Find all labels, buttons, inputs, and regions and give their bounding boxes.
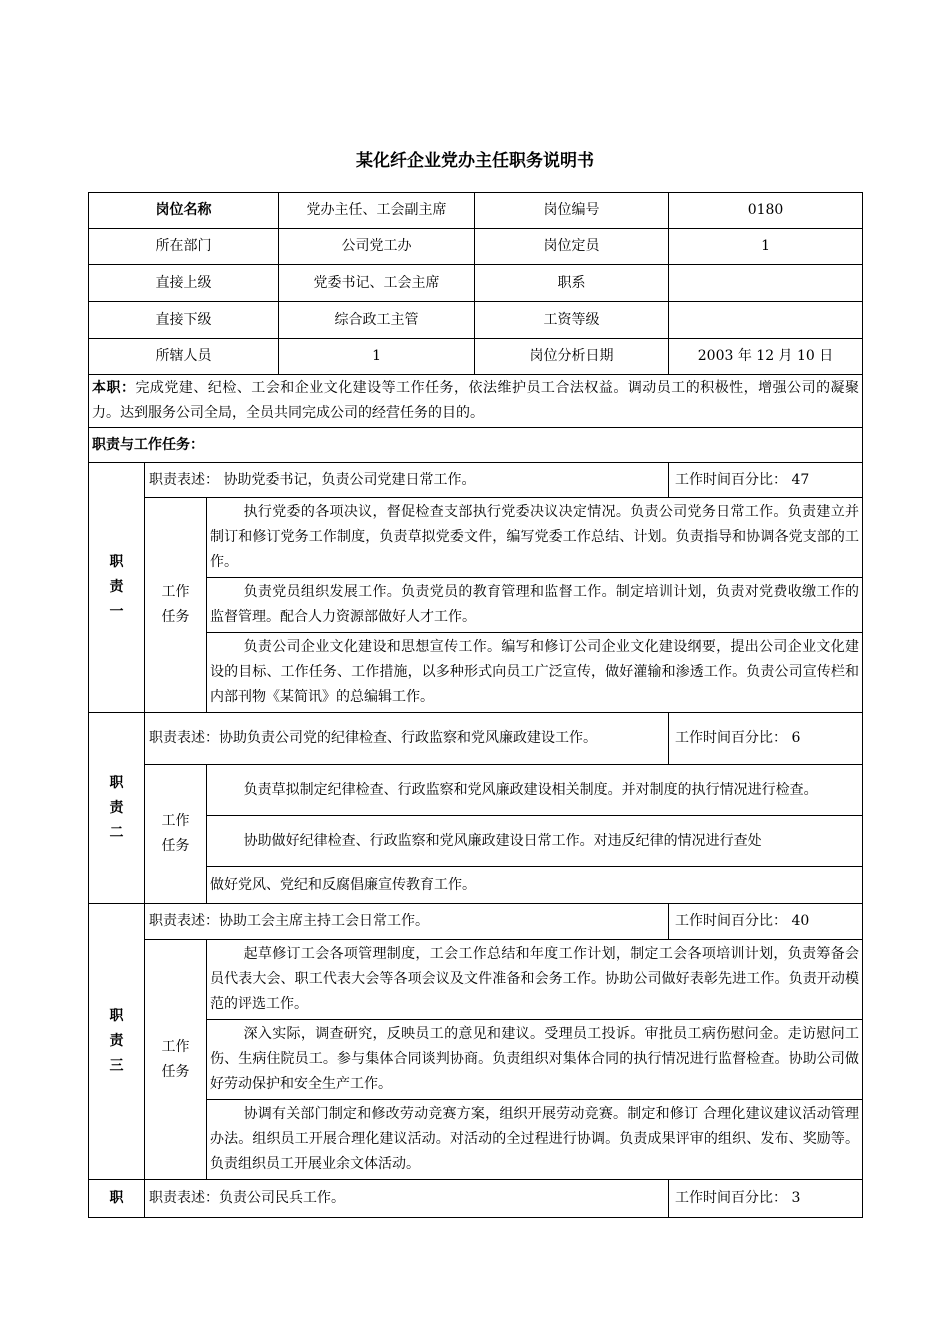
info-label: 岗位名称 <box>89 193 279 229</box>
summary-text: 完成党建、纪检、工会和企业文化建设等工作任务，依法维护员工合法权益。调动员工的积极性，增强公司的凝聚力。达到服务公司全局，全员共同完成公司的经营任务的目的。 <box>92 380 860 421</box>
task-item: 协调有关部门制定和修改劳动竞赛方案，组织开展劳动竞赛。制定和修订 合理化建议建议活动管理办法。组织员工开展合理化建议活动。对活动的全过程进行协调。负责成果评审的组织、发布、奖励等。负责组织员工开展业余文体活动。 <box>207 1100 863 1180</box>
duty-label: 职 责 三 <box>89 904 145 1180</box>
info-value: 0180 <box>669 193 863 229</box>
task-item: 负责党员组织发展工作。负责党员的教育管理和监督工作。制定培训计划，负责对党费收缴工作的监督管理。配合人力资源部做好人才工作。 <box>207 578 863 633</box>
summary-row <box>89 375 863 428</box>
duty-desc-row <box>89 463 863 498</box>
work-task-label: 工作 任务 <box>145 765 207 904</box>
duty-desc: 职责表述： 协助党委书记，负责公司党建日常工作。 <box>145 463 669 498</box>
info-value: 1 <box>669 229 863 265</box>
info-label: 直接上级 <box>89 265 279 302</box>
info-value: 党委书记、工会主席 <box>279 265 475 302</box>
duties-header: 职责与工作任务： <box>89 428 863 463</box>
duty-label: 职 责 二 <box>89 713 145 904</box>
duty-desc-row <box>89 1180 863 1218</box>
duty-label: 职 <box>89 1180 145 1218</box>
info-row <box>89 193 863 229</box>
duties-header-row <box>89 428 863 463</box>
info-label: 所在部门 <box>89 229 279 265</box>
info-row <box>89 302 863 339</box>
info-value <box>669 302 863 339</box>
job-description-table <box>88 192 863 1218</box>
duty-desc: 职责表述：协助工会主席主持工会日常工作。 <box>145 904 669 940</box>
document-title: 某化纤企业党办主任职务说明书 <box>356 151 594 171</box>
task-item: 负责草拟制定纪律检查、行政监察和党风廉政建设相关制度。并对制度的执行情况进行检查。 <box>207 765 863 816</box>
task-item: 协助做好纪律检查、行政监察和党风廉政建设日常工作。对违反纪律的情况进行查处 <box>207 816 863 867</box>
task-row <box>89 940 863 1020</box>
task-item: 执行党委的各项决议，督促检查支部执行党委决议决定情况。负责公司党务日常工作。负责建立并制订和修订党务工作制度，负责草拟党委文件，编写党委工作总结、计划。负责指导和协调各党支部的工作。 <box>207 498 863 578</box>
info-row <box>89 265 863 302</box>
info-value: 1 <box>279 339 475 375</box>
info-label: 岗位分析日期 <box>475 339 669 375</box>
work-task-label: 工作 任务 <box>145 498 207 713</box>
info-value <box>669 265 863 302</box>
work-task-label: 工作 任务 <box>145 940 207 1180</box>
task-item: 深入实际，调查研究，反映员工的意见和建议。受理员工投诉。审批员工病伤慰问金。走访慰问工伤、生病住院员工。参与集体合同谈判协商。负责组织对集体合同的执行情况进行监督检查。协助公司做好劳动保护和安全生产工作。 <box>207 1020 863 1100</box>
duty-desc-row <box>89 904 863 940</box>
duty-label: 职 责 一 <box>89 463 145 713</box>
info-value: 党办主任、工会副主席 <box>279 193 475 229</box>
task-row <box>89 498 863 578</box>
duty-time-pct: 工作时间百分比： 40 <box>669 904 863 940</box>
info-value: 2003 年 12 月 10 日 <box>669 339 863 375</box>
task-item: 负责公司企业文化建设和思想宣传工作。编写和修订公司企业文化建设纲要，提出公司企业文化建设的目标、工作任务、工作措施，以多种形式向员工广泛宣传，做好灌输和渗透工作。负责公司宣传栏和内部刊物《某简讯》的总编辑工作。 <box>207 633 863 713</box>
task-item: 做好党风、党纪和反腐倡廉宣传教育工作。 <box>207 867 863 904</box>
info-value: 公司党工办 <box>279 229 475 265</box>
info-label: 职系 <box>475 265 669 302</box>
task-item: 起草修订工会各项管理制度，工会工作总结和年度工作计划，制定工会各项培训计划，负责筹备会员代表大会、职工代表大会等各项会议及文件准备和会务工作。协助公司做好表彰先进工作。负责开动模范的评选工作。 <box>207 940 863 1020</box>
duty-time-pct: 工作时间百分比： 3 <box>669 1180 863 1218</box>
duty-desc: 职责表述：协助负责公司党的纪律检查、行政监察和党风廉政建设工作。 <box>145 713 669 765</box>
info-value: 综合政工主管 <box>279 302 475 339</box>
info-label: 直接下级 <box>89 302 279 339</box>
info-row <box>89 339 863 375</box>
duty-desc: 职责表述：负责公司民兵工作。 <box>145 1180 669 1218</box>
duty-time-pct: 工作时间百分比： 6 <box>669 713 863 765</box>
duty-time-pct: 工作时间百分比： 47 <box>669 463 863 498</box>
summary-label: 本职： <box>92 380 136 396</box>
info-row <box>89 229 863 265</box>
info-label: 所辖人员 <box>89 339 279 375</box>
summary-cell <box>89 375 863 428</box>
duty-desc-row <box>89 713 863 765</box>
info-label: 岗位定员 <box>475 229 669 265</box>
task-row <box>89 765 863 816</box>
info-label: 工资等级 <box>475 302 669 339</box>
info-label: 岗位编号 <box>475 193 669 229</box>
